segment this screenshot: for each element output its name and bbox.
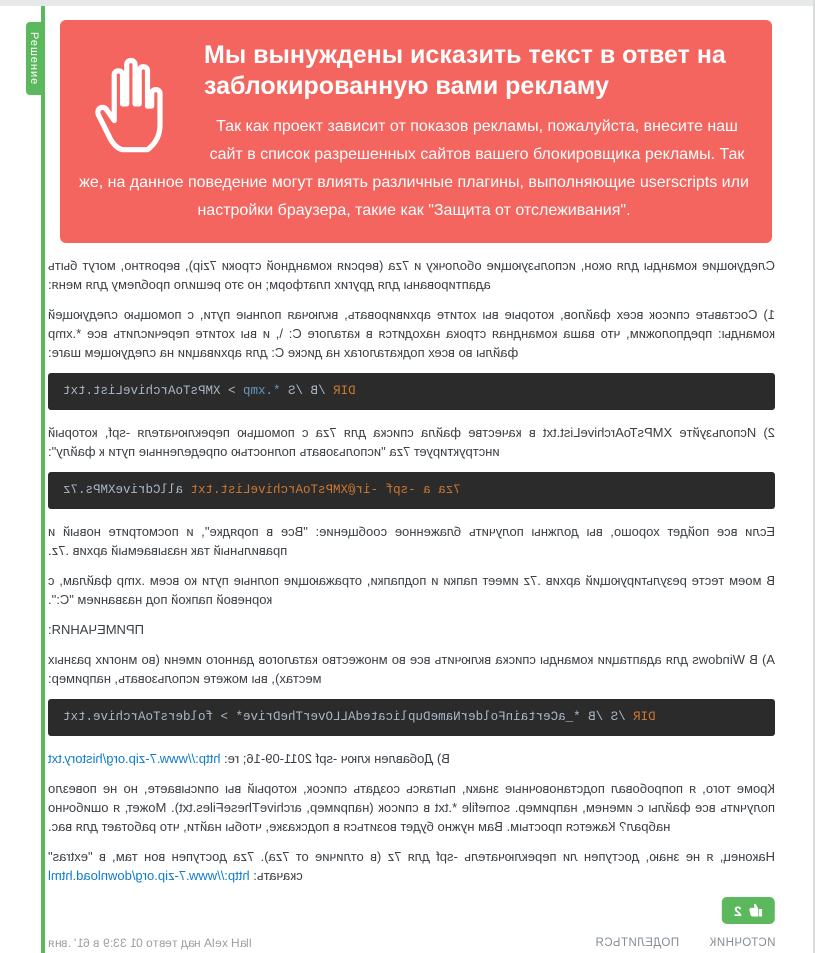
text-run: Наконец, я не знаю, доступен ли переключатель -spf для 7z (в отличие от 7za). 7za доступен вон там, в "extras" скачать: [48, 849, 775, 883]
code-block [48, 373, 775, 410]
answer-paragraph [48, 423, 775, 461]
source-link[interactable]: ИСТОЧНИК [708, 937, 775, 949]
text-run: А) В Windows для адаптации команды списка включить все во множество каталогов данного имени (во многих разных местах), вы можете использовать, например: [48, 652, 775, 686]
inline-link[interactable]: http://www.7-zip.org/download.html [48, 868, 250, 883]
answer-paragraph [48, 749, 775, 768]
text-run: 1) Составьте список всех файлов, которые вы хотите архивировать, включая полные пути, с помощью следующей команды: предположим, что ваша командная строка находится в каталоге C: \, и вы хотите перечислить все *.xmp файлы во всех подкаталогах на диске C: для архивации на следующем шаге: [48, 307, 775, 360]
answer-content [48, 256, 775, 950]
adblock-banner [60, 20, 772, 243]
answer-paragraph [48, 256, 775, 294]
banner-title: Мы вынуждены исказить текст в ответ на заблокированную вами рекламу [204, 41, 726, 100]
text-run: 2) Используйте XMPsToArchiveList.txt в качестве файла списка для 7za с помощью переключателя -spf, который инструктирует 7za "использовать полностью определенные пути к файлу": [48, 425, 775, 459]
vote-button[interactable] [722, 897, 775, 924]
answer-actions [595, 937, 776, 949]
footer-row [48, 936, 775, 950]
code-token: 7za a -spf -ir@XMPsToArchiveList.txt [190, 483, 461, 497]
answer-paragraph [48, 650, 775, 688]
answer-paragraph [48, 779, 775, 836]
code-token: allCdriveXMPs.7z [63, 483, 191, 497]
text-run: В) Добавлен ключ -spf 2011-09-16; re: [220, 751, 450, 766]
code-token: /S /B *_aCertainFolderNameDuplicatedALLOverTheDrive* > foldersToArchive.txt [63, 710, 626, 724]
code-block [48, 699, 775, 736]
text-run: Кроме того, я попробовал подстановочные знаки, пытаясь создать список, который вы описываете, но не повезло получить все файлы с именем, например. somefile *.txt в список (например, archiveTheseFiles.txt). Может, я ошибочно набрал? Кажется простым. Вам нужно будет возиться в подсказке, чтобы найти, что работает для вас. [48, 781, 775, 834]
thumbs-up-icon [748, 903, 763, 918]
vote-count: 2 [734, 902, 742, 919]
text-run: В моем тесте результирующий архив .7z имеет папки и подпапки, отражающие полные пути ко всем .xmp файлам, с корневой папкой под названием "C:". [48, 573, 775, 607]
code-token: /B /S [280, 384, 326, 398]
code-token: > XMPsToArchiveList.txt [63, 384, 244, 398]
code-token: *.xmp [243, 384, 281, 398]
text-run: ПРИМЕЧАНИЯ: [48, 622, 144, 637]
inline-link[interactable]: http://www.7-zip.org/history.txt [48, 751, 221, 766]
share-link[interactable]: ПОДЕЛИТЬСЯ [594, 937, 679, 949]
code-token: DIR [625, 710, 656, 724]
code-block [48, 472, 775, 509]
answer-paragraph [48, 305, 775, 362]
answer-paragraph [48, 571, 775, 609]
code-token: DIR [325, 384, 356, 398]
hand-stop-icon [86, 54, 182, 158]
answer-body [48, 256, 775, 885]
answer-panel [28, 6, 815, 953]
vote-row [48, 897, 775, 924]
answer-paragraph [48, 620, 775, 639]
answer-meta: янв. '16 в 9:33 10 ответ дан Alex Hall [48, 936, 252, 950]
text-run: Следующие команды для окон, использующие оболочку и 7za (версия командной строки 7zip), вероятно, могут быть адаптированы для других платформ; но это решило проблему для меня: [48, 258, 775, 292]
text-run: Если все пойдет хорошо, вы должны получить блаженное сообщение: "Все в порядке", и посмотрите новый и правильный так называемый архив .7z. [48, 524, 775, 558]
answer-paragraph [48, 847, 775, 885]
solution-tab: Решение [26, 22, 42, 95]
answer-paragraph [48, 522, 775, 560]
banner-body: Так как проект зависит от показов рекламы, пожалуйста, внесите наш сайт в список разрешенных сайтов вашего блокировщика рекламы. Так же, на данное поведение могут влиять различные плагины, выполняющие userscripts или настройки браузера, такие как "Защита от отслеживания". [79, 118, 749, 219]
